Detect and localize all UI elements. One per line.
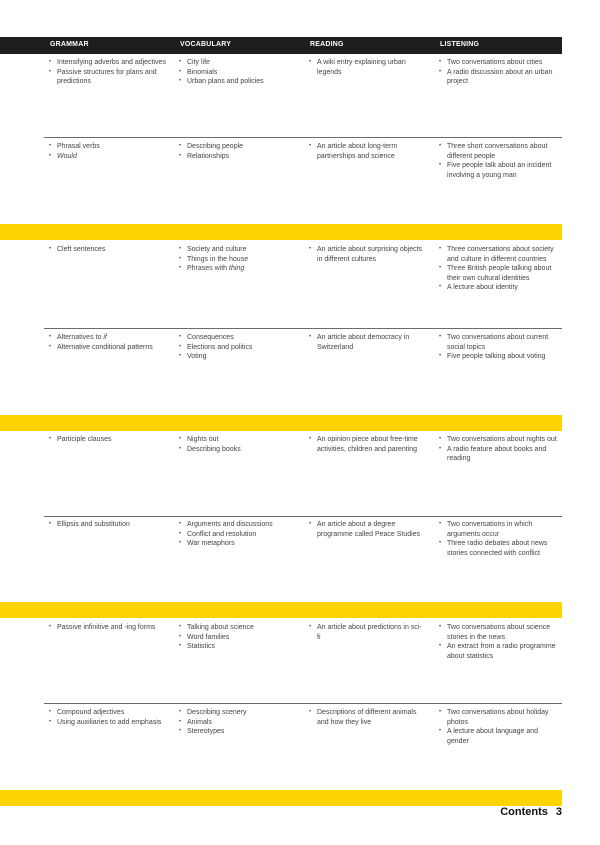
- cell-vocabulary: [177, 58, 295, 87]
- cell-grammar: [47, 142, 171, 161]
- page-number: 3: [555, 806, 562, 818]
- list-item: • Compound adjectives: [47, 708, 171, 718]
- list-item: • Intensifying adverbs and adjectives: [47, 58, 171, 68]
- cell-vocabulary: [177, 435, 295, 454]
- listening-list: [437, 708, 559, 746]
- list-item: • An opinion piece about free-time activities, children and parenting: [307, 435, 425, 454]
- list-item: • Conflict and resolution: [177, 530, 295, 540]
- unit-band: [0, 790, 562, 806]
- list-item: • Two conversations about holiday photos: [437, 708, 559, 727]
- cell-grammar: [47, 435, 171, 445]
- list-item: • An article about democracy in Switzerland: [307, 333, 425, 352]
- list-item: • A wiki entry explaining urban legends: [307, 58, 425, 77]
- reading-list: [307, 708, 425, 727]
- list-item: • Things in the house: [177, 255, 295, 265]
- cell-grammar: [47, 333, 171, 352]
- cell-reading: [307, 245, 425, 264]
- list-item: • Phrases with thing: [177, 264, 295, 274]
- grammar-list: [47, 435, 171, 445]
- list-item: • An article about predictions in sci-fi: [307, 623, 425, 642]
- cell-listening: [437, 435, 559, 464]
- reading-list: [307, 58, 425, 77]
- reading-list: [307, 435, 425, 454]
- list-item: • Arguments and discussions: [177, 520, 295, 530]
- vocabulary-list: [177, 245, 295, 274]
- header-listening: LISTENING: [440, 41, 480, 48]
- list-item: • An extract from a radio programme about statistics: [437, 642, 559, 661]
- cell-grammar: [47, 708, 171, 727]
- grammar-list: [47, 142, 171, 161]
- cell-listening: [437, 142, 559, 180]
- list-item: • Alternative conditional patterns: [47, 343, 171, 353]
- cell-listening: [437, 245, 559, 293]
- list-item: • Elections and politics: [177, 343, 295, 353]
- list-item: • Describing scenery: [177, 708, 295, 718]
- unit-band: [0, 224, 562, 240]
- grammar-list: [47, 333, 171, 352]
- cell-listening: [437, 520, 559, 558]
- list-item: • Passive infinitive and -ing forms: [47, 623, 171, 633]
- listening-list: [437, 520, 559, 558]
- cell-grammar: [47, 520, 171, 530]
- list-item: • Would: [47, 152, 171, 162]
- list-item: • Relationships: [177, 152, 295, 162]
- cell-reading: [307, 435, 425, 454]
- list-item: • Two conversations in which arguments occur: [437, 520, 559, 539]
- list-item: • Using auxiliaries to add emphasis: [47, 718, 171, 728]
- list-item: • Describing books: [177, 445, 295, 455]
- list-item: • Phrasal verbs: [47, 142, 171, 152]
- row-divider: [44, 137, 562, 138]
- cell-vocabulary: [177, 520, 295, 549]
- list-item: • A radio discussion about an urban project: [437, 68, 559, 87]
- cell-grammar: [47, 245, 171, 255]
- footer-label: Contents: [500, 806, 548, 818]
- list-item: • Five people talk about an incident involving a young man: [437, 161, 559, 180]
- list-item: • Two conversations about cities: [437, 58, 559, 68]
- list-item: • Cleft sentences: [47, 245, 171, 255]
- list-item: • Two conversations about science stories in the news: [437, 623, 559, 642]
- list-item: • Describing people: [177, 142, 295, 152]
- cell-listening: [437, 623, 559, 661]
- cell-listening: [437, 708, 559, 746]
- list-item: • Talking about science: [177, 623, 295, 633]
- cell-reading: [307, 58, 425, 77]
- cell-reading: [307, 708, 425, 727]
- list-item: • War metaphors: [177, 539, 295, 549]
- cell-grammar: [47, 58, 171, 87]
- list-item: • Voting: [177, 352, 295, 362]
- row-divider: [44, 703, 562, 704]
- list-item: • Nights out: [177, 435, 295, 445]
- page-footer: [500, 806, 562, 818]
- listening-list: [437, 623, 559, 661]
- grammar-list: [47, 520, 171, 530]
- reading-list: [307, 520, 425, 539]
- cell-vocabulary: [177, 333, 295, 362]
- cell-reading: [307, 142, 425, 161]
- list-item: • Binomials: [177, 68, 295, 78]
- grammar-list: [47, 245, 171, 255]
- reading-list: [307, 245, 425, 264]
- list-item: • Passive structures for plans and predictions: [47, 68, 171, 87]
- cell-grammar: [47, 623, 171, 633]
- cell-vocabulary: [177, 708, 295, 737]
- list-item: • Three British people talking about their own cultural identities: [437, 264, 559, 283]
- list-item: • Stereotypes: [177, 727, 295, 737]
- list-item: • A lecture about language and gender: [437, 727, 559, 746]
- reading-list: [307, 142, 425, 161]
- vocabulary-list: [177, 142, 295, 161]
- list-item: • Five people talking about voting: [437, 352, 559, 362]
- list-item: • A radio feature about books and reading: [437, 445, 559, 464]
- header-reading: READING: [310, 41, 344, 48]
- list-item: • Urban plans and policies: [177, 77, 295, 87]
- vocabulary-list: [177, 520, 295, 549]
- vocabulary-list: [177, 58, 295, 87]
- list-item: • An article about a degree programme called Peace Studies: [307, 520, 425, 539]
- cell-reading: [307, 333, 425, 352]
- list-item: • Consequences: [177, 333, 295, 343]
- reading-list: [307, 333, 425, 352]
- cell-listening: [437, 333, 559, 362]
- list-item: • Two conversations about nights out: [437, 435, 559, 445]
- cell-reading: [307, 520, 425, 539]
- cell-vocabulary: [177, 245, 295, 274]
- reading-list: [307, 623, 425, 642]
- row-divider: [44, 516, 562, 517]
- list-item: • Ellipsis and substitution: [47, 520, 171, 530]
- list-item: • Statistics: [177, 642, 295, 652]
- list-item: • Word families: [177, 633, 295, 643]
- listening-list: [437, 245, 559, 293]
- listening-list: [437, 435, 559, 464]
- cell-listening: [437, 58, 559, 87]
- listening-list: [437, 142, 559, 180]
- grammar-list: [47, 708, 171, 727]
- cell-vocabulary: [177, 623, 295, 652]
- cell-vocabulary: [177, 142, 295, 161]
- list-item: • Animals: [177, 718, 295, 728]
- list-item: • Alternatives to if: [47, 333, 171, 343]
- listening-list: [437, 58, 559, 87]
- vocabulary-list: [177, 708, 295, 737]
- cell-reading: [307, 623, 425, 642]
- list-item: • Three radio debates about news stories connected with conflict: [437, 539, 559, 558]
- table-header-bar: [0, 37, 562, 54]
- grammar-list: [47, 623, 171, 633]
- header-vocabulary: VOCABULARY: [180, 41, 232, 48]
- unit-band: [0, 602, 562, 618]
- list-item: • Participle clauses: [47, 435, 171, 445]
- list-item: • Descriptions of different animals and how they live: [307, 708, 425, 727]
- list-item: • Three conversations about society and culture in different countries: [437, 245, 559, 264]
- list-item: • An article about long-term partnerships and science: [307, 142, 425, 161]
- list-item: • An article about surprising objects in different cultures: [307, 245, 425, 264]
- list-item: • Two conversations about current social topics: [437, 333, 559, 352]
- row-divider: [44, 328, 562, 329]
- grammar-list: [47, 58, 171, 87]
- list-item: • City life: [177, 58, 295, 68]
- vocabulary-list: [177, 623, 295, 652]
- list-item: • A lecture about identity: [437, 283, 559, 293]
- header-grammar: GRAMMAR: [50, 41, 89, 48]
- list-item: • Society and culture: [177, 245, 295, 255]
- list-item: • Three short conversations about different people: [437, 142, 559, 161]
- vocabulary-list: [177, 435, 295, 454]
- unit-band: [0, 415, 562, 431]
- vocabulary-list: [177, 333, 295, 362]
- listening-list: [437, 333, 559, 362]
